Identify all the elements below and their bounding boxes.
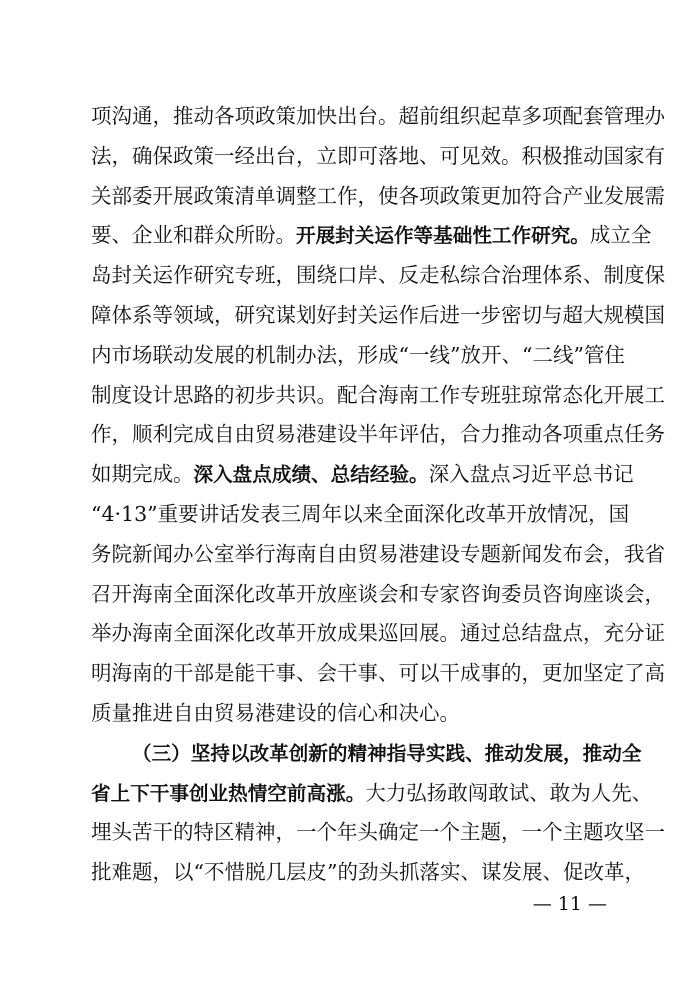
text-run: 障体系等领域，研究谋划好封关运作后进一步密切与超大规模国 <box>91 302 665 327</box>
text-line-19 <box>91 813 665 853</box>
text-line-12 <box>91 535 665 575</box>
text-line-10 <box>91 455 634 495</box>
text-line-11 <box>91 495 630 535</box>
text-run: 批难题，以“不惜脱几层皮”的劲头抓落实、谋发展、促改革， <box>91 860 645 885</box>
bold-heading-run: 开展封关运作等基础性工作研究。 <box>296 224 590 248</box>
text-run: 质量推进自由贸易港建设的信心和决心。 <box>91 700 460 725</box>
page-number: — 11 — <box>532 893 607 915</box>
text-run: 要、企业和群众所盼。 <box>91 223 296 248</box>
text-run: 项沟通，推动各项政策加快出台。超前组织起草多项配套管理办 <box>91 104 665 128</box>
text-line-15 <box>91 654 665 694</box>
text-line-17 <box>91 734 642 774</box>
section-heading-run: 省上下干事创业热情空前高涨。 <box>91 781 366 805</box>
text-run: 埋头苦干的特区精神，一个年头确定一个主题，一个主题攻坚一 <box>91 820 665 845</box>
section-heading-run: （三）坚持以改革创新的精神指导实践、推动发展，推动全 <box>132 741 642 765</box>
text-run: 举办海南全面深化改革开放成果巡回展。通过总结盘点，充分证 <box>91 621 665 646</box>
text-line-9 <box>91 415 665 455</box>
text-run: 关部委开展政策清单调整工作，使各项政策更加符合产业发展需 <box>91 183 665 208</box>
text-line-3 <box>91 177 665 217</box>
text-line-16 <box>91 694 611 734</box>
text-run: 深入盘点习近平总书记 <box>428 462 634 487</box>
text-line-4 <box>91 216 652 256</box>
text-run: 召开海南全面深化改革开放座谈会和专家咨询委员咨询座谈会， <box>91 581 665 606</box>
text-line-2 <box>91 137 665 177</box>
text-run: 内市场联动发展的机制办法，形成“一线”放开、“二线”管住 <box>91 342 625 367</box>
bold-heading-run: 深入盘点成绩、总结经验。 <box>193 463 429 487</box>
text-run: 务院新闻办公室举行海南自由贸易港建设专题新闻发布会，我省 <box>91 541 665 566</box>
text-line-6 <box>91 296 665 336</box>
text-run: 法，确保政策一经出台，立即可落地、可见效。积极推动国家有 <box>91 143 665 168</box>
text-line-18 <box>91 774 653 814</box>
text-line-13 <box>91 575 665 615</box>
text-run: 明海南的干部是能干事、会干事、可以干成事的，更加坚定了高 <box>91 661 665 686</box>
text-run: 制度设计思路的初步共识。配合海南工作专班驻琼常态化开展工 <box>91 382 665 407</box>
text-run: “4·13”重要讲话发表三周年以来全面深化改革开放情况，国 <box>91 501 630 526</box>
text-line-1 <box>91 97 665 137</box>
text-line-8 <box>91 376 665 416</box>
text-run: 大力弘扬敢闯敢试、敢为人先、 <box>365 780 653 805</box>
text-run: 岛封关运作研究专班，围绕口岸、反走私综合治理体系、制度保 <box>91 263 665 288</box>
text-run: 作，顺利完成自由贸易港建设半年评估，合力推动各项重点任务 <box>91 422 665 447</box>
text-run: 成立全 <box>589 223 652 248</box>
text-line-14 <box>91 614 665 654</box>
text-line-5 <box>91 256 665 296</box>
text-run: 如期完成。 <box>91 462 194 487</box>
text-line-7 <box>91 336 625 376</box>
body-text <box>91 97 665 893</box>
text-line-20 <box>91 853 645 893</box>
